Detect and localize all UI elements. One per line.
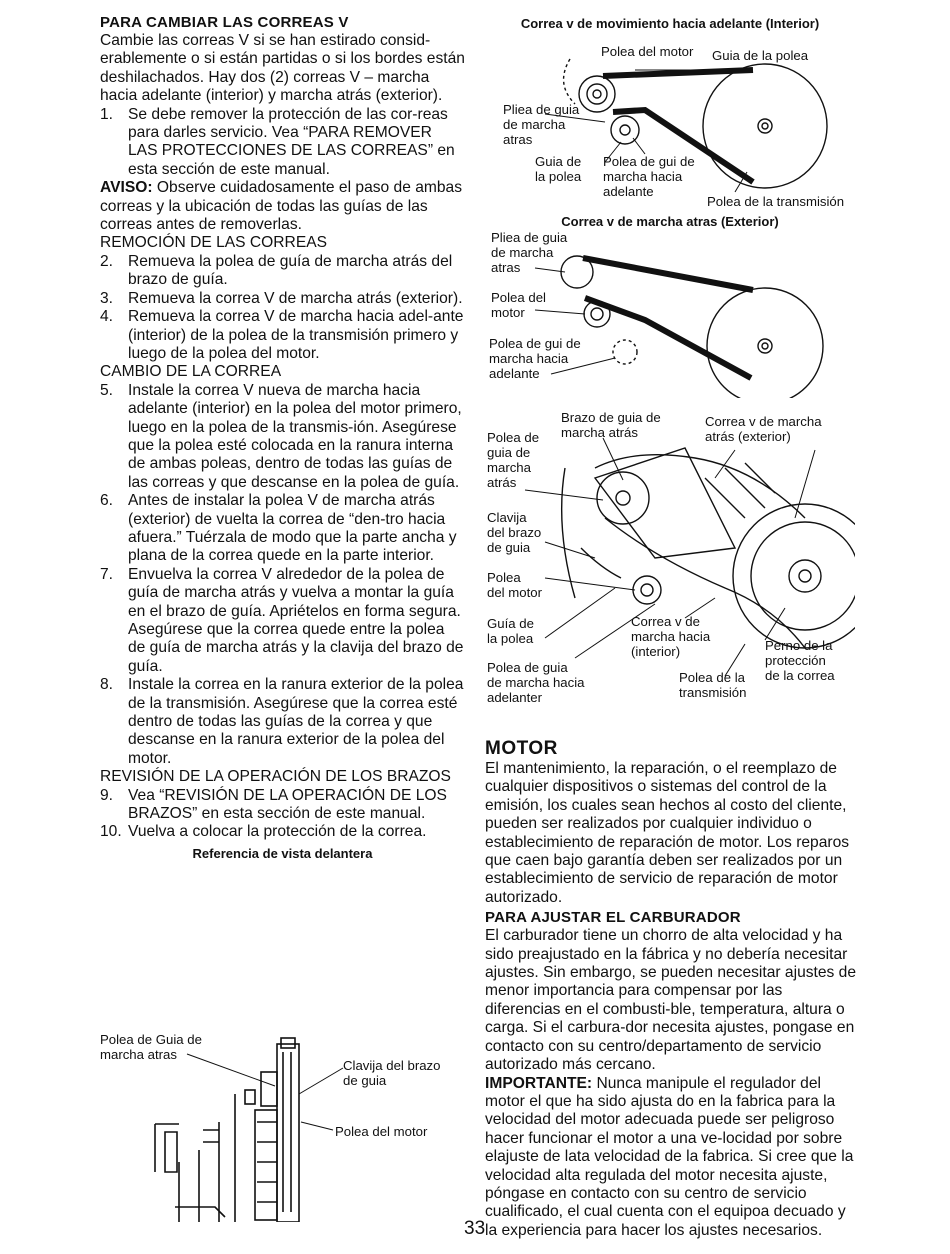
importante-text: Nunca manipule el regulador del motor el que ha sido ajusta do en la fabrica para la velocidad del motor adecuada puede ser peligroso hacer funcionar el motor a una ve-locidad por sobre elajuste de lata velocidad de la fabrica. Si cree que la velocidad alta regulada del motor necesita ajuste, póngase en contacto con su centro de servicio cualificado, el cual cuenta con el equipoa decuado y la experiencia para hacer los ajustes necesarios. (485, 1074, 854, 1239)
step-text: Se debe remover la protección de las cor-reas para darles servicio. Vea “PARA REMOVER LAS PROTECCIONES DE LAS CORREAS” en esta sección de este manual. (128, 105, 455, 178)
aviso-text: Observe cuidadosamente el paso de ambas correas y la ubicación de todas las guías de las correas antes de removerlas. (100, 179, 463, 234)
left-column (100, 14, 465, 862)
page-number: 33 (464, 1218, 486, 1239)
label-transmission-pulley: Polea de la transmisión (707, 194, 845, 209)
forward-belt-figure (485, 34, 855, 214)
step-text: Instale la correa V nueva de marcha hacia adelante (interior) en la polea del motor primero, luego en la polea de la transmis-ión. Asegúrese que la polea esté colocada en la ranura interna de ambas poleas, dentro de todas las guías de las correas y que descanse en la polea de guía. (128, 381, 462, 491)
subheading-arm-check: REVISIÓN DE LA OPERACIÓN DE LOS BRAZOS (100, 768, 451, 786)
list-item (100, 787, 465, 824)
carburetor-heading: PARA AJUSTAR EL CARBURADOR (485, 909, 741, 927)
section-heading-change-belts: PARA CAMBIAR LAS CORREAS V (100, 14, 349, 31)
forward-belt-figure-title: Correa v de movimiento hacia adelante (Interior) (520, 16, 820, 31)
list-item (100, 492, 465, 566)
step-number: 6. (100, 492, 114, 510)
label-transmission-pulley: Polea de la transmisión (679, 670, 747, 700)
aviso-paragraph (100, 179, 465, 234)
list-item (100, 290, 465, 308)
step-number: 7. (100, 565, 114, 583)
list-item (100, 106, 465, 180)
step-text: Vea “REVISIÓN DE LA OPERACIÓN DE LOS BRAZOS” en esta sección de este manual. (128, 786, 447, 823)
subheading-change: CAMBIO DE LA CORREA (100, 363, 282, 381)
subheading-removal: REMOCIÓN DE LAS CORREAS (100, 234, 328, 252)
step-text: Antes de instalar la polea V de marcha atrás (exterior) de vuelta la correa de “den-tro hacia afuera.” Tuérzala de modo que la parte ancha y plana de la correa quede en la parte interior. (128, 492, 457, 565)
step-number: 3. (100, 289, 114, 307)
label-pulley-guide: Guia de la polea (712, 48, 809, 63)
label-reverse-idler: Polea de Guia de marcha atras (100, 1032, 202, 1062)
list-item (100, 566, 465, 676)
reverse-belt-figure-title: Correa v de marcha atras (Exterior) (561, 214, 779, 229)
label-reverse-idler: Pliea de guia de marcha atras (503, 102, 580, 147)
step-number: 2. (100, 252, 114, 270)
step-number: 4. (100, 308, 114, 326)
step-number: 10. (100, 823, 122, 841)
label-forward-belt: Correa v de marcha hacia (interior) (631, 614, 711, 659)
step-number: 5. (100, 381, 114, 399)
label-pulley-guide-lower: Guia de la polea (535, 154, 582, 184)
step-text: Envuelva la correa V alrededor de la polea de guía de marcha atrás y vuelva a montar la guía en el brazo de guía. Apriételos en forma segura. Asegúrese que la correa quede entre la polea de guía de marcha atrás y la clavija del brazo de guía. (128, 565, 464, 675)
step-text: Vuelva a colocar la protección de la correa. (128, 823, 427, 841)
step-text: Instale la correa en la ranura exterior de la polea de la transmisión. Asegúrese que la correa esté dentro de todas las guías de la correa y que descanse en la ranura exterior de la polea del motor. (128, 676, 464, 767)
front-view-figure-title: Referencia de vista delantera (192, 845, 373, 861)
motor-paragraph: El mantenimiento, la reparación, o el reemplazo de cualquier dispositivos o sistemas del control de la emisión, los cuales sean hechos al costo del cliente, pueden ser realizados por cualquier individuo o establecimiento de reparación de motor. Los reparos que caen bajo garantía deben ser realizados por un establecimiento de servicio de reparación de motor autorizado. (485, 760, 850, 906)
list-item (100, 823, 465, 841)
label-forward-idler: Polea de gui de marcha hacia adelante (603, 154, 695, 199)
list-item (100, 676, 465, 768)
label-arm-pin: Clavija del brazo de guia (487, 510, 542, 555)
label-reverse-idler: Pliea de guia de marcha atras (491, 230, 568, 275)
label-forward-idler: Polea de gui de marcha hacia adelante (489, 336, 581, 381)
aviso-label: AVISO: (100, 179, 153, 197)
label-reverse-arm: Brazo de guia de marcha atrás (561, 410, 661, 440)
label-engine-pulley: Polea del motor (491, 290, 546, 320)
step-number: 1. (100, 105, 114, 123)
list-item (100, 382, 465, 492)
importante-label: IMPORTANTE: (485, 1074, 593, 1092)
label-reverse-idler: Polea de guia de marcha atrás (487, 430, 540, 490)
label-engine-pulley: Polea del motor (487, 570, 542, 600)
step-text: Remueva la polea de guía de marcha atrás del brazo de guía. (128, 252, 453, 289)
label-guard-bolt: Perno de la protección de la correa (765, 638, 835, 683)
label-engine-pulley: Polea del motor (335, 1124, 428, 1139)
belt-assembly-figure (485, 408, 855, 730)
motor-heading: MOTOR (485, 738, 558, 759)
intro-paragraph: Cambie las correas V si se han estirado consid-erablemente o si están partidas o si los bordes están deshilachados. Hay dos (2) correas V – marcha hacia adelante (interior) y marcha atrás (exterior). (100, 32, 465, 105)
motor-section (485, 738, 857, 1240)
label-pulley-guide: Guía de la polea (487, 616, 534, 646)
step-text: Remueva la correa V de marcha hacia adel-ante (interior) de la polea de la transmisión primero y luego de la polea del motor. (128, 308, 464, 362)
label-forward-idler: Polea de guia de marcha hacia adelanter (487, 660, 585, 705)
step-text: Remueva la correa V de marcha atrás (exterior). (128, 289, 463, 307)
importante-paragraph (485, 1075, 857, 1241)
list-item (100, 253, 465, 290)
label-guide-pin: Clavija del brazo de guia (343, 1058, 441, 1088)
list-item (100, 308, 465, 363)
label-engine-pulley: Polea del motor (601, 44, 694, 59)
carburetor-paragraph: El carburador tiene un chorro de alta velocidad y ha sido preajustado en la fábrica y no debería necesitar ajustes. Sin embargo, se pueden necesitar ajustes de menor importancia para compensar por las diferencias en el combusti-ble, temperatura, altura o carga. Si el carbura-dor necesita ajustes, pongase en contacto con su centro/departamento de servicio autorizado más cercano. (485, 927, 857, 1074)
step-number: 9. (100, 786, 114, 804)
reverse-belt-figure (485, 228, 855, 398)
front-view-figure (95, 1032, 465, 1222)
step-number: 8. (100, 676, 114, 694)
label-reverse-belt: Correa v de marcha atrás (exterior) (705, 414, 822, 444)
